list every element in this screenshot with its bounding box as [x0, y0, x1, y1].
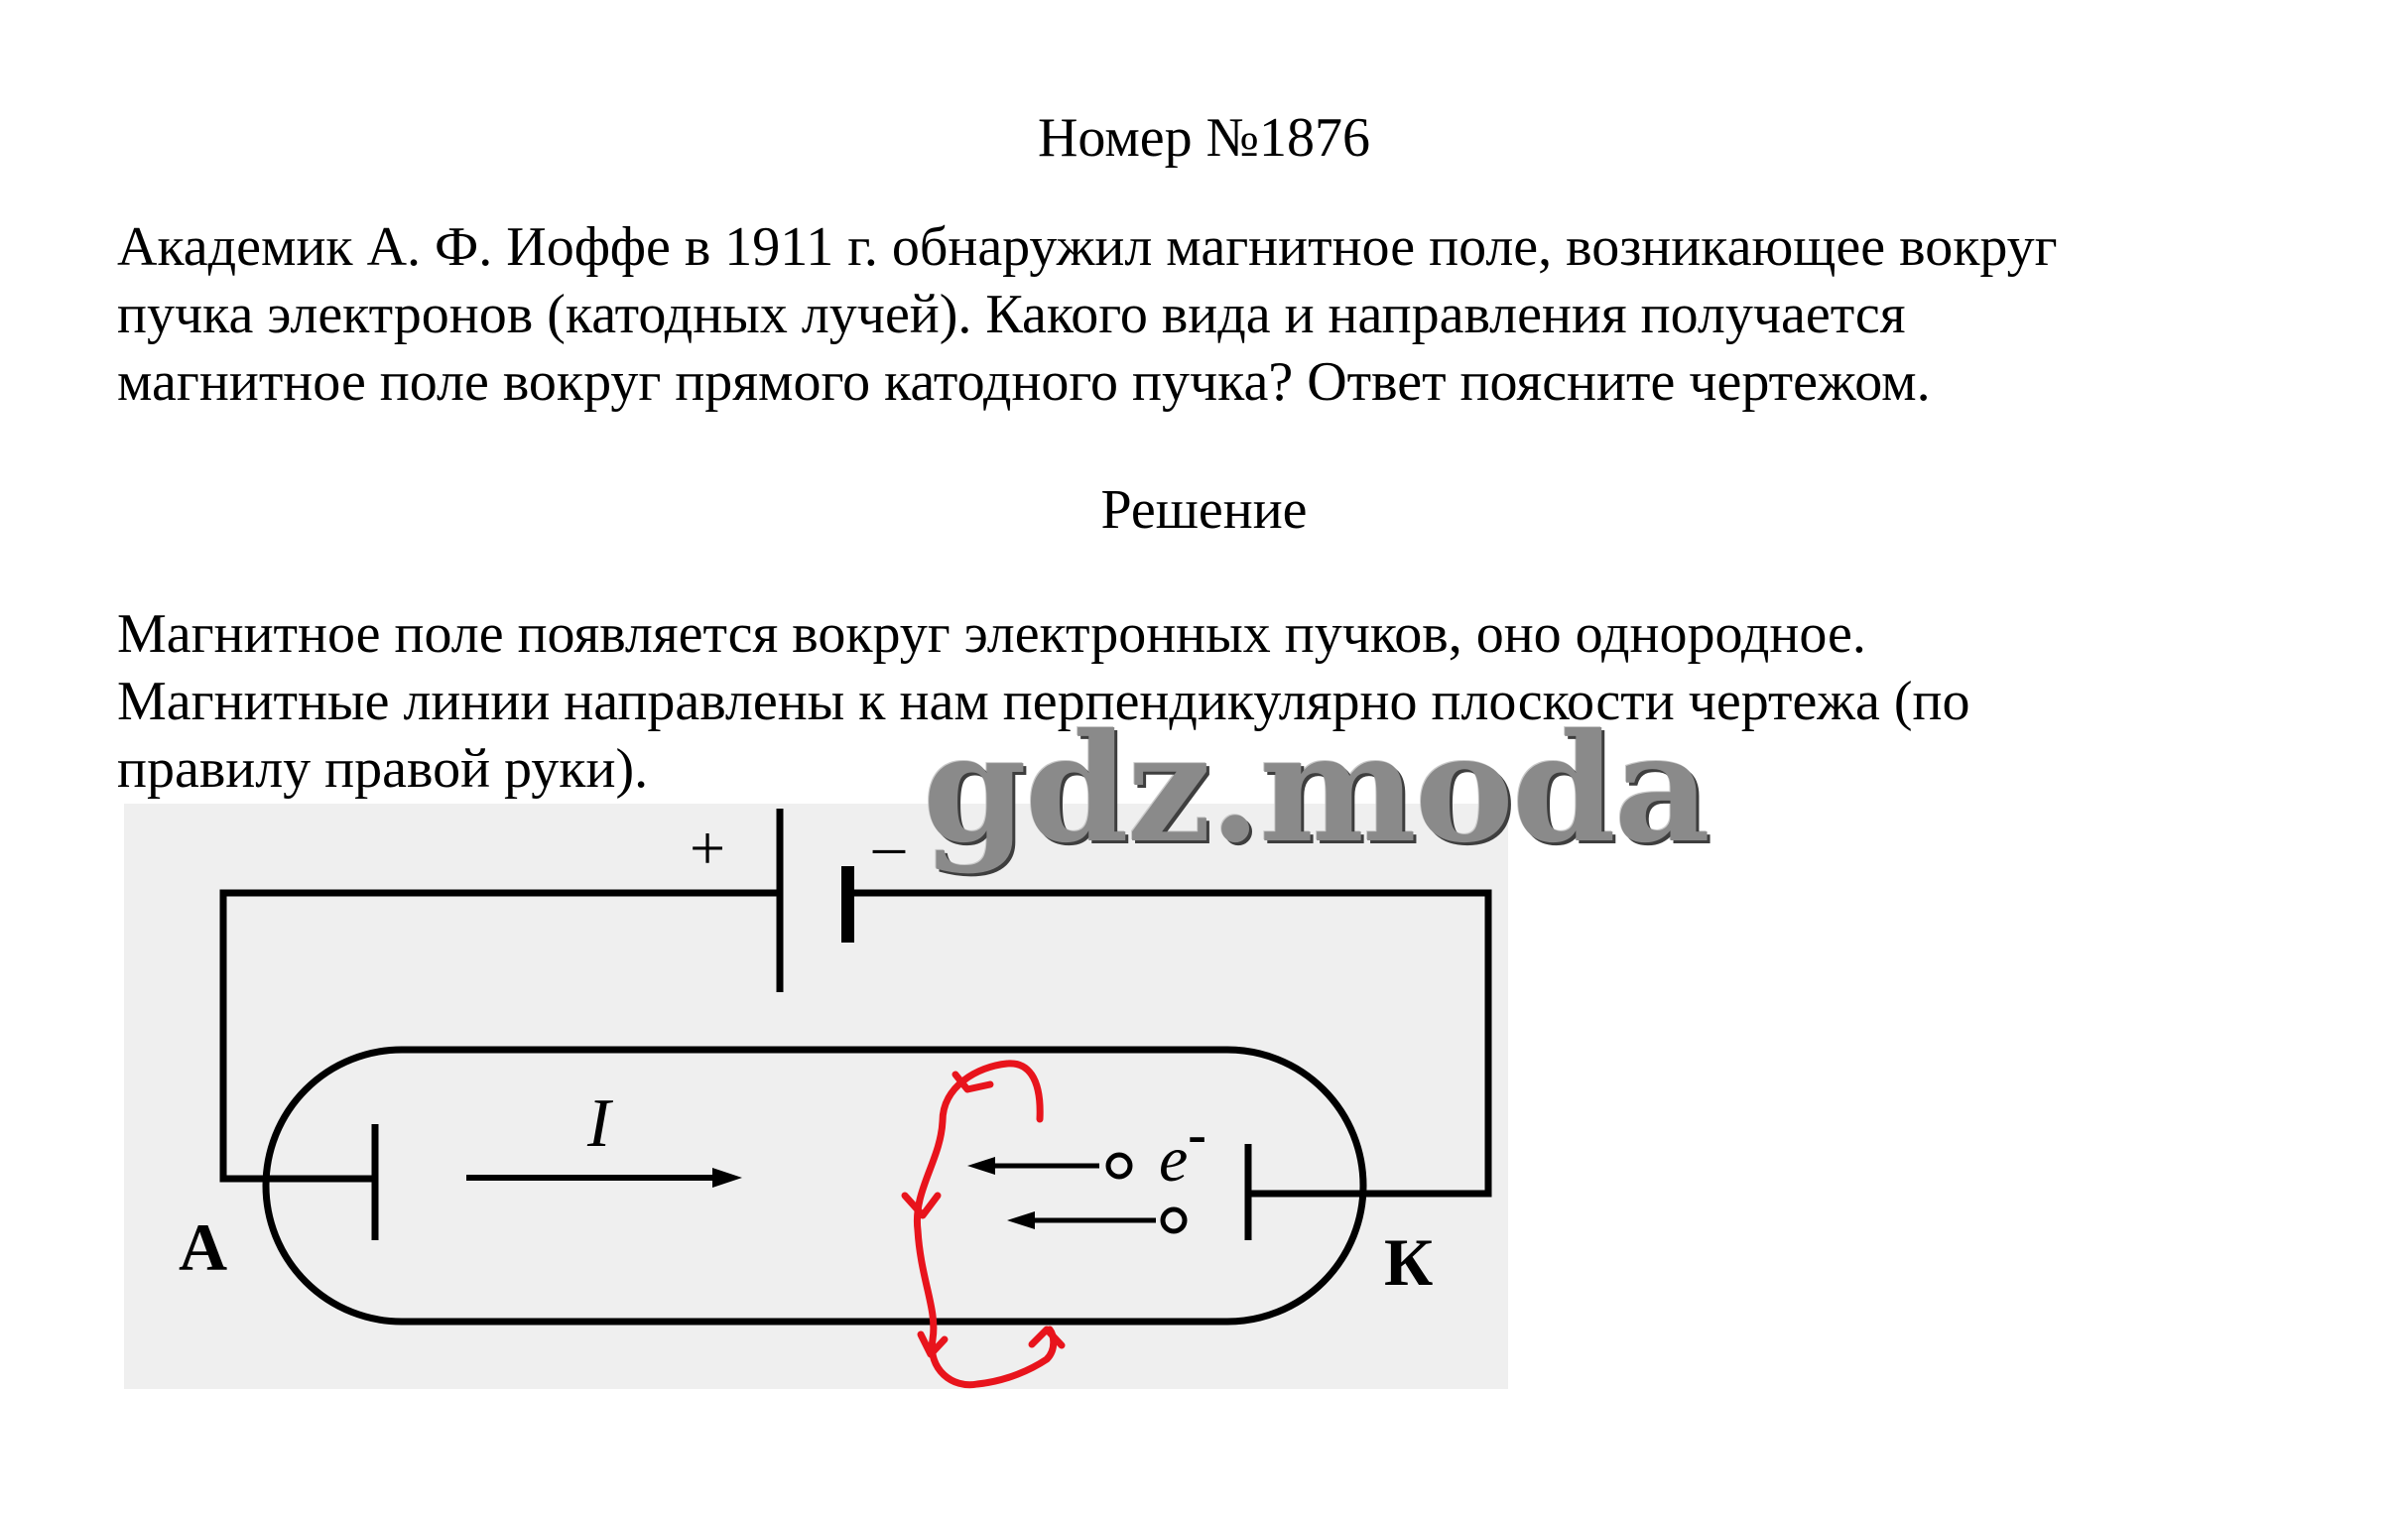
task-line: пучка электронов (катодных лучей). Какого вида и направления получается [117, 284, 1906, 345]
watermark: gdz.moda [923, 701, 1710, 876]
answer-line: правилу правой руки). [117, 738, 649, 800]
cathode-label: К [1384, 1224, 1434, 1300]
electron-symbol: e [1159, 1123, 1189, 1196]
task-line: Академик А. Ф. Иоффе в 1911 г. обнаружил магнитное поле, возникающее вокруг [117, 216, 2058, 278]
current-label: I [587, 1085, 611, 1162]
anode-label: А [179, 1209, 228, 1285]
electron-charge: - [1188, 1104, 1206, 1166]
answer-line: Магнитные линии направлены к нам перпендикулярно плоскости чертежа (по [117, 671, 1970, 732]
task-line: магнитное поле вокруг прямого катодного пучка? Ответ поясните чертежом. [117, 351, 1931, 413]
battery-plus-sign: + [690, 813, 726, 883]
battery-negative-plate [841, 866, 854, 943]
battery-minus-sign: – [873, 810, 905, 880]
solution-heading: Решение [1100, 479, 1308, 541]
page-title: Номер №1876 [1037, 107, 1371, 169]
answer-line: Магнитное поле появляется вокруг электронных пучков, оно однородное. [117, 603, 1866, 665]
